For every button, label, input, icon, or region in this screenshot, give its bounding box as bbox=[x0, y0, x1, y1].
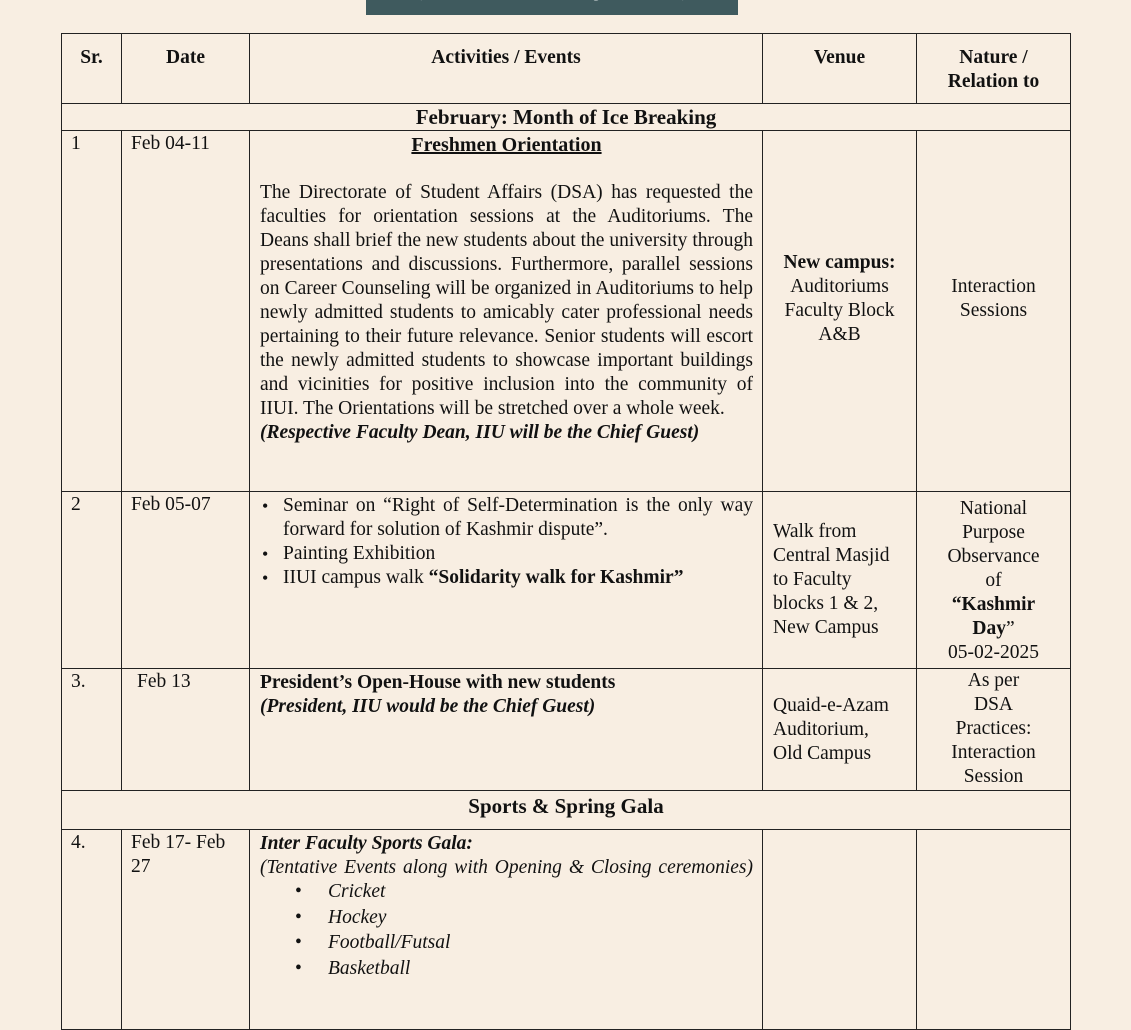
date-line: Feb 17- Feb bbox=[131, 832, 226, 853]
row-activity bbox=[250, 669, 763, 791]
nature-line: Interaction bbox=[951, 276, 1036, 297]
venue-campus: New campus: bbox=[783, 252, 896, 273]
row-activity bbox=[250, 492, 763, 669]
date-line: 27 bbox=[131, 856, 151, 877]
header-venue: Venue bbox=[763, 34, 917, 104]
section-heading-february: February: Month of Ice Breaking bbox=[62, 104, 1071, 131]
row-nature bbox=[917, 492, 1071, 669]
venue-line: Faculty Block bbox=[784, 300, 895, 321]
header-row bbox=[62, 34, 1071, 104]
header-date: Date bbox=[122, 34, 250, 104]
activity-title: Freshmen Orientation bbox=[411, 134, 602, 156]
header-sr: Sr. bbox=[62, 34, 122, 104]
nature-line: Interaction bbox=[951, 742, 1036, 763]
list-item: • Football/Futsal bbox=[290, 931, 753, 957]
header-nature-label: Nature / Relation to bbox=[947, 47, 1040, 92]
row-activity bbox=[250, 131, 763, 492]
venue-line: blocks 1 & 2, bbox=[773, 593, 879, 614]
list-item: • Painting Exhibition bbox=[283, 542, 753, 566]
nature-line: DSA bbox=[973, 694, 1013, 715]
row-date: Feb 13 bbox=[122, 669, 250, 791]
nature-day-word: Day bbox=[972, 618, 1006, 639]
list-item bbox=[283, 566, 753, 590]
page-banner bbox=[366, 0, 738, 15]
row-sr: 2 bbox=[62, 492, 122, 669]
row-date: Feb 04-11 bbox=[122, 131, 250, 492]
activity-title: Inter Faculty Sports Gala: bbox=[260, 833, 473, 854]
activity-bullet-list bbox=[260, 494, 753, 590]
activity-chief-guest: (President, IIU would be the Chief Guest) bbox=[260, 696, 596, 717]
nature-day-quote: ” bbox=[1005, 618, 1015, 639]
row-nature bbox=[917, 131, 1071, 492]
table-row bbox=[62, 131, 1071, 492]
activity-description: The Directorate of Student Affairs (DSA) has requested the faculties for orientation sessions at the Auditoriums. The Deans shall brief the new students about the university through presentations and discussions. Furthermore, parallel sessions on Career Counseling will be organized in Auditoriums to help newly admitted students to amicably cater professional needs pertaining to their future relevance. Senior students will escort the newly admitted students to showcase important buildings and vicinities for positive inclusion into the community of IIUI. The Orientations will be stretched over a whole week. bbox=[260, 182, 753, 419]
walk-prefix: IIUI campus walk bbox=[283, 567, 429, 588]
list-item: • Seminar on “Right of Self-Determination is the only way forward for solution of Kashmir dispute”. bbox=[283, 494, 753, 542]
row-sr: 1 bbox=[62, 131, 122, 492]
venue-line: Central Masjid bbox=[773, 545, 890, 566]
activity-subtitle bbox=[260, 856, 753, 880]
row-venue bbox=[763, 492, 917, 669]
section-row bbox=[62, 791, 1071, 830]
venue-line: A&B bbox=[818, 324, 861, 345]
row-date: Feb 05-07 bbox=[122, 492, 250, 669]
section-heading-sports: Sports & Spring Gala bbox=[62, 791, 1071, 830]
list-item: • Cricket bbox=[290, 880, 753, 906]
nature-line: Session bbox=[963, 766, 1024, 787]
table-row bbox=[62, 492, 1071, 669]
row-nature bbox=[917, 669, 1071, 791]
list-item: • Hockey bbox=[290, 906, 753, 932]
nature-line: National bbox=[959, 498, 1028, 519]
nature-day-line bbox=[917, 617, 1070, 641]
row-sr: 4. bbox=[62, 830, 122, 1030]
table-row bbox=[62, 669, 1071, 791]
row-venue bbox=[763, 131, 917, 492]
section-row bbox=[62, 104, 1071, 131]
nature-line: Practices: bbox=[955, 718, 1032, 739]
venue-line: Old Campus bbox=[773, 742, 872, 764]
nature-line: Purpose bbox=[962, 522, 1025, 543]
venue-line: Walk from bbox=[773, 521, 857, 542]
row-venue bbox=[763, 669, 917, 791]
sports-list bbox=[260, 880, 753, 982]
venue-line: Auditoriums bbox=[790, 276, 889, 297]
activity-chief-guest: (Respective Faculty Dean, IIU will be the Chief Guest) bbox=[260, 422, 700, 443]
list-item: • Basketball bbox=[290, 957, 753, 983]
events-table bbox=[61, 33, 1071, 1030]
header-nature bbox=[917, 34, 1071, 104]
header-activities: Activities / Events bbox=[250, 34, 763, 104]
venue-line: to Faculty bbox=[773, 569, 852, 590]
nature-line: of bbox=[985, 570, 1002, 591]
walk-title: “Solidarity walk for Kashmir” bbox=[428, 567, 684, 588]
activity-subtitle-text: (Tentative Events along with Opening & Closing ceremonies) bbox=[260, 857, 753, 878]
venue-line: Auditorium, bbox=[773, 718, 869, 740]
venue-line: Quaid-e-Azam bbox=[773, 694, 889, 716]
nature-line: Sessions bbox=[959, 300, 1028, 321]
activity-title: President’s Open-House with new students bbox=[260, 672, 616, 693]
nature-day-name: “Kashmir bbox=[951, 594, 1036, 615]
row-sr: 3. bbox=[62, 669, 122, 791]
nature-date: 05-02-2025 bbox=[948, 642, 1039, 663]
nature-line: Observance bbox=[947, 546, 1040, 567]
nature-line: As per bbox=[967, 670, 1020, 691]
venue-line: New Campus bbox=[773, 617, 879, 638]
